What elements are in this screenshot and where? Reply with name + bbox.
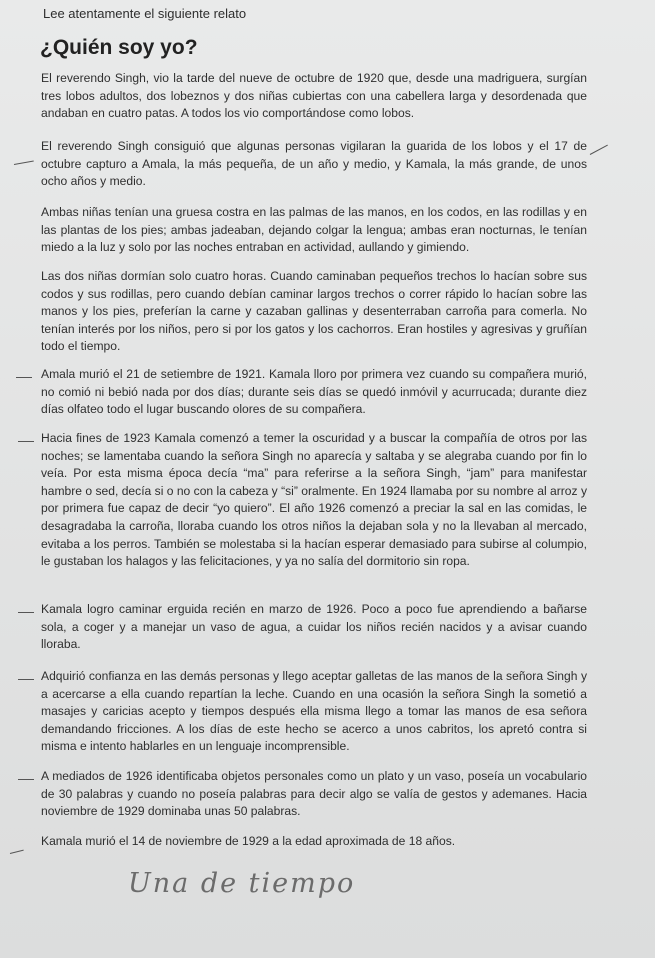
- handwritten-note: Una de tiempo: [128, 868, 356, 899]
- paragraph-2: El reverendo Singh consiguió que algunas personas vigilaran la guarida de los lobos y el 17 de octubre capturo a Amala, la más pequeña, de un año y medio, y Kamala, la más grande, de unos ocho años y medio.: [41, 139, 587, 189]
- pen-mark: [590, 145, 608, 155]
- paragraph-10: Kamala murió el 14 de noviembre de 1929 a la edad aproximada de 18 años.: [41, 834, 456, 848]
- pen-mark: [18, 779, 34, 780]
- paragraph-3: Ambas niñas tenían una gruesa costra en las palmas de las manos, en los codos, en las rodillas y en las plantas de los pies; ambas jadeaban, dejando colgar la lengua; ambas eran nocturnas, le tenían miedo a la luz y solo por las noches entraban en actividad, aullando y gimiendo.: [41, 205, 587, 255]
- paragraph-9: A mediados de 1926 identificaba objetos personales como un plato y un vaso, poseía un vocabulario de 30 palabras y cuando no poseía palabras para decir algo se valía de gestos y ademanes. Hacia noviembre de 1929 dominaba unas 50 palabras.: [41, 769, 587, 819]
- paragraph-1: El reverendo Singh, vio la tarde del nueve de octubre de 1920 que, desde una madriguera, surgían tres lobos adultos, dos lobeznos y dos niñas cubiertas con una cabellera larga y desordenada que andaban en cuatro patas. A todos los vio comportándose como lobos.: [41, 71, 587, 121]
- pen-mark: [18, 679, 34, 680]
- instruction-text: Lee atentamente el siguiente relato: [43, 6, 247, 21]
- paragraph-8: Adquirió confianza en las demás personas y llego aceptar galletas de las manos de la señora Singh y a acercarse a ella cuando repartían la leche. Cuando en una ocasión la señora Singh la sometió a masajes y caricias acepto y tiempos después ella misma llego a tomar las manos de esa señora demandando fricciones. A los días de este hecho se acerco a unos cabritos, los apretó contra si misma e intento hablarles en un lenguaje incomprensible.: [41, 669, 587, 754]
- paragraph-4: Las dos niñas dormían solo cuatro horas. Cuando caminaban pequeños trechos lo hacían sobre sus codos y sus rodillas, pero cuando debían caminar largos trechos o correr rápido lo hacían sobre las manos y los pies, preferían la carne y cazaban gallinas y desenterraban carroña para comerla. No tenían interés por los niños, pero si por los gatos y los cachorros. Eran hostiles y agresivas y gruñían todo el tiempo.: [41, 269, 587, 354]
- pen-mark: [10, 850, 24, 854]
- pen-mark: [16, 377, 32, 378]
- pen-mark: [14, 161, 34, 165]
- paragraph-5: Amala murió el 21 de setiembre de 1921. Kamala lloro por primera vez cuando su compañera murió, no comió ni bebió nada por dos días; durante seis días se quedó inmóvil y acurrucada; durante diez días olfateo todo el lugar buscando olores de su compañera.: [41, 367, 587, 417]
- paragraph-6: Hacia fines de 1923 Kamala comenzó a temer la oscuridad y a buscar la compañía de otros por las noches; se lamentaba cuando la señora Singh no aparecía y saltaba y se alegraba cuando por fin lo veía. Por esta misma época decía “ma” para referirse a la señora Singh, “jam” para manifestar hambre o sed, decía si o no con la cabeza y “si” oralmente. En 1924 llamaba por su nombre al arroz y por primera fue capaz de decir “yo quiero”. El año 1926 comenzó a preciar la sal en las comidas, le desagradaba la carroña, lloraba cuando los otros niños la dejaban sola y no la llevaban al mercado, evitaba a los perros. También se molestaba si la hacían esperar demasiado para subirse al columpio, le gustaban los halagos y las felicitaciones, y ya no salía del dormitorio sin ropa.: [41, 431, 587, 569]
- story-title: ¿Quién soy yo?: [40, 36, 198, 59]
- pen-mark: [18, 441, 34, 442]
- pen-mark: [18, 612, 34, 613]
- paragraph-7: Kamala logro caminar erguida recién en marzo de 1926. Poco a poco fue aprendiendo a bañarse sola, a coger y a manejar un vaso de agua, a cuidar los niños recién nacidos y a avisar cuando lloraba.: [41, 602, 587, 652]
